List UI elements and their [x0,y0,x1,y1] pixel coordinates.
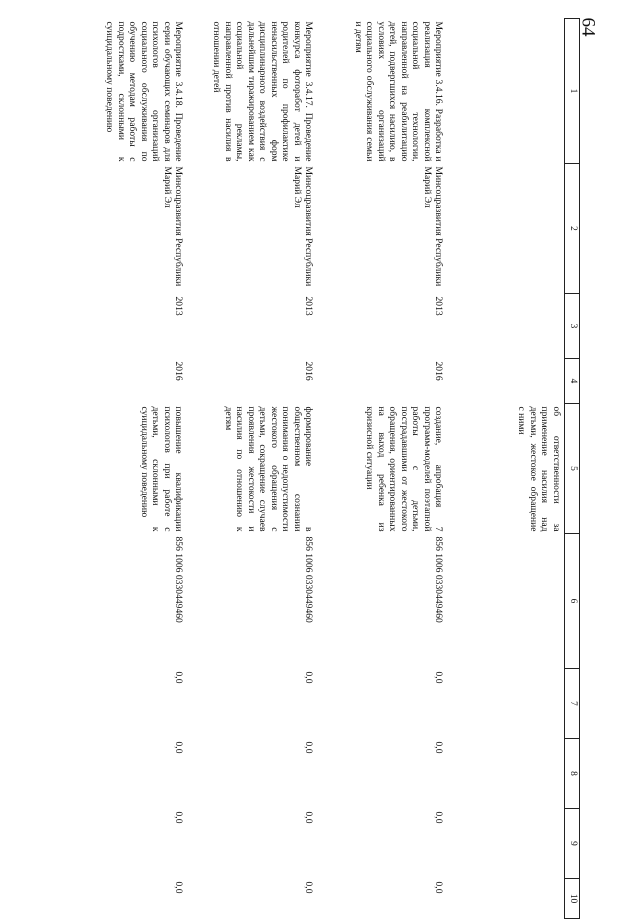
executor-cell [447,164,565,294]
rotated-table-container [104,18,580,904]
table-row [187,19,317,919]
activity-cell: Мероприятие 3.4.18. Проведение серии обучающих семинаров для психологов организаций социального обслуживания по обучению методам работы с подростками, склонными к суицидальному поведению [104,21,185,162]
table-row [67,19,187,919]
budget-table [67,18,581,919]
value-cell: 0,0 [433,671,445,684]
code-cell: 856 1006 0330449460 [173,536,185,623]
code-cell [447,534,565,669]
header-cell: 8 [565,739,580,809]
header-cell: 6 [565,534,580,669]
executor-cell: Минсоцразвития Республики Марий Эл [422,166,445,287]
value-cell: 0,0 [173,811,185,824]
value-cell: 0,0 [303,881,315,894]
value-cell: 0,0 [433,881,445,894]
table-row [317,19,447,919]
value-cell [447,879,565,919]
value-cell [447,739,565,809]
value-cell: 0,0 [173,741,185,754]
result-cell: об ответственности за применение насилия над детьми, жестокое обращение с ними [516,406,562,532]
header-cell: 9 [565,809,580,879]
table-row [447,19,565,919]
start-year-cell: 2013 [173,296,185,316]
end-year-cell: 2016 [303,361,315,381]
result-cell: повышение квалификации психологов при работе с детьми, склонными к суицидальному поведению [139,406,185,532]
activity-cell [447,19,565,164]
executor-cell: Минсоцразвития Республики Марий Эл [292,166,315,287]
start-year-cell [447,294,565,359]
header-cell: 7 [565,669,580,739]
code-cell: 856 1006 0330449460 [433,536,445,623]
header-cell: 2 [565,164,580,294]
activity-cell: Мероприятие 3.4.16. Разработка и реализация комплексной социальной технологии, направленной на реабилитацию детей, подвергшихся насилию, в условиях организаций социального обслуживания семьи и детям [353,21,445,162]
header-cell: 1 [565,19,580,164]
code-cell: 856 1006 0330449460 [303,536,315,623]
page-number: 64 [577,17,599,37]
header-cell: 4 [565,359,580,404]
table-header-row [565,19,580,919]
value-cell: 0,0 [433,811,445,824]
end-year-cell [447,359,565,404]
header-cell: 10 [565,879,580,919]
value-cell [447,669,565,739]
start-year-cell: 2013 [433,296,445,316]
header-cell: 5 [565,404,580,534]
executor-cell: Минсоцразвития Республики Марий Эл [162,166,185,287]
header-cell: 3 [565,294,580,359]
value-cell: 0,0 [303,741,315,754]
value-cell: 0,0 [173,881,185,894]
value-cell [447,809,565,879]
result-cell: создание, апробация 7 программ-моделей поэтапной работы с детьми, пострадавшими от жестокого обращения, ориентированных на выход ребенка из кризисной ситуации [364,406,445,532]
activity-cell: Мероприятие 3.4.17. Проведение конкурса фоторабот детей и родителей по профилактике ненасильственных форм дисциплинарного воздействия с дальнейшим тиражированием как социальной рекламы, направленной против насилия в отношении детей [211,21,315,162]
value-cell: 0,0 [303,671,315,684]
end-year-cell: 2016 [433,361,445,381]
value-cell: 0,0 [303,811,315,824]
value-cell: 0,0 [433,741,445,754]
start-year-cell: 2013 [303,296,315,316]
value-cell: 0,0 [173,671,185,684]
end-year-cell: 2016 [173,361,185,381]
result-cell: формирование в общественном сознании понимания о недопустимости жестокого обращения с детьми, сокращение случаев проявления жестокости и насилия по отношению к детям [223,406,315,532]
